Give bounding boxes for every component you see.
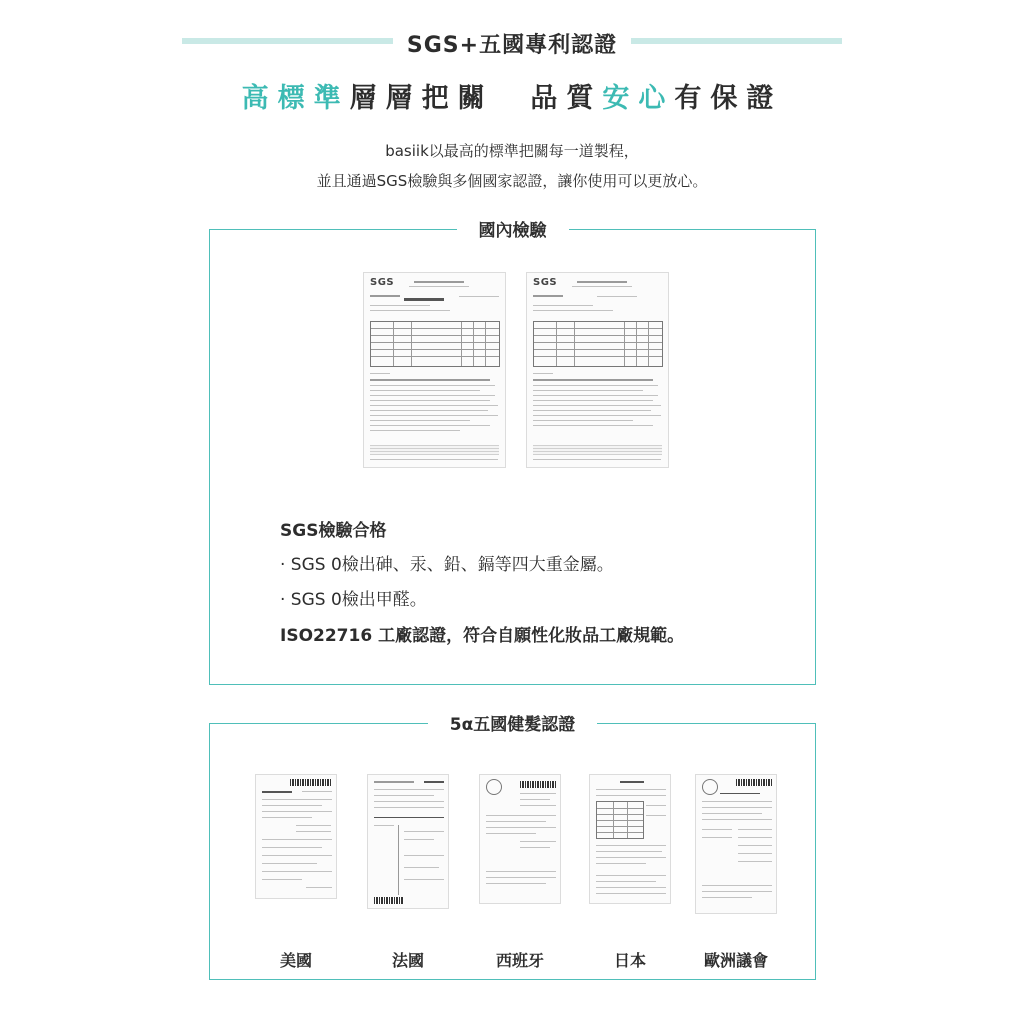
europe-seal xyxy=(702,779,718,795)
sgs-report-image xyxy=(363,272,506,468)
sgs-pass-heading: SGS檢驗合格 xyxy=(280,521,387,541)
sgs-pass-item: · SGS 0檢出砷、汞、鉛、鎘等四大重金屬。 xyxy=(280,555,614,575)
section-label: 5α五國健髮認證 xyxy=(210,710,815,735)
country-label-usa: 美國 xyxy=(279,951,312,970)
section-label: 國內檢驗 xyxy=(210,216,815,241)
usa-certificate-image xyxy=(255,774,337,899)
spain-seal xyxy=(486,779,502,795)
iso-certification: ISO22716 工廠認證，符合自願性化妝品工廠規範。 xyxy=(280,626,685,646)
page-title: SGS+五國專利認證 xyxy=(0,28,1024,59)
intro-line: 並且通過SGS檢驗與多個國家認證，讓你使用可以更放心。 xyxy=(316,172,708,190)
tagline-part: 有保證 xyxy=(674,83,783,114)
tagline-part: 高標準 xyxy=(241,83,350,114)
tagline-part: 層層把關 xyxy=(349,83,494,114)
international-certification-section xyxy=(209,715,816,980)
intro-text xyxy=(0,136,1024,196)
country-label-europe: 歐洲議會 xyxy=(703,951,768,970)
japan-certificate-image xyxy=(589,774,671,904)
tagline-part: 品質 xyxy=(530,83,603,114)
sgs-pass-item: · SGS 0檢出甲醛。 xyxy=(280,590,427,610)
intro-line: basiik以最高的標準把關每一道製程， xyxy=(385,142,639,160)
tagline-part: 安心 xyxy=(602,83,675,114)
country-label-japan: 日本 xyxy=(613,951,646,970)
country-label-france: 法國 xyxy=(391,951,424,970)
tagline xyxy=(0,76,1024,115)
europe-certificate-image xyxy=(695,774,777,914)
domestic-inspection-section xyxy=(209,221,816,685)
sgs-logo: SGS xyxy=(370,277,395,288)
spain-certificate-image xyxy=(479,774,561,904)
france-certificate-image xyxy=(367,774,449,909)
sgs-logo: SGS xyxy=(533,277,558,288)
country-label-spain: 西班牙 xyxy=(495,951,544,970)
sgs-report-image xyxy=(526,272,669,468)
